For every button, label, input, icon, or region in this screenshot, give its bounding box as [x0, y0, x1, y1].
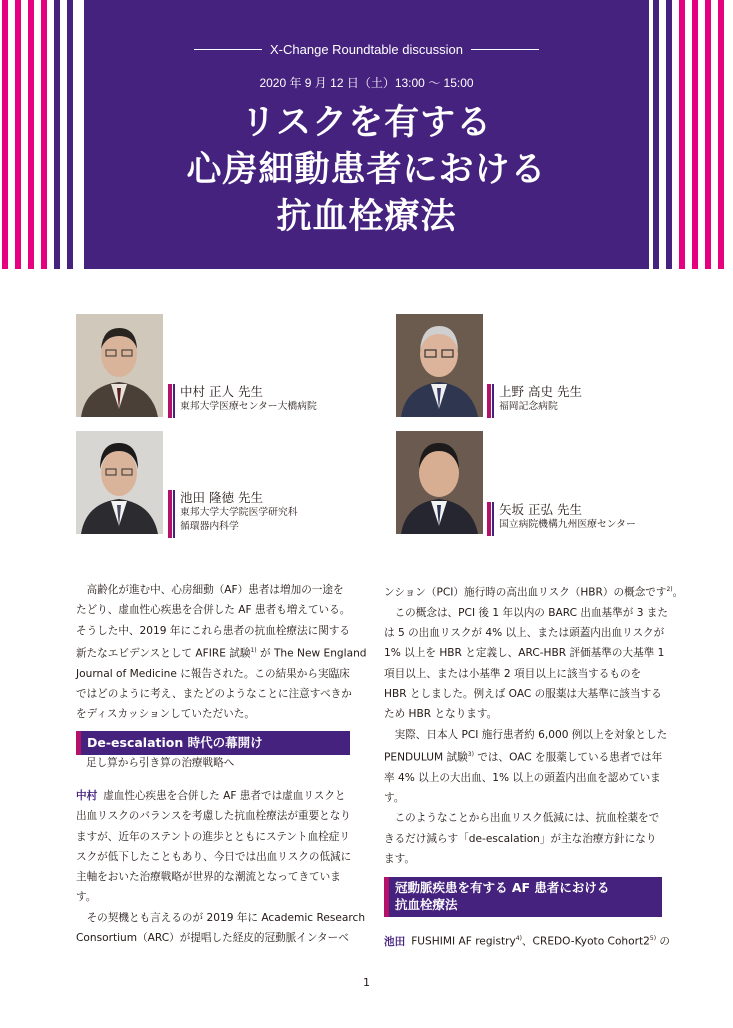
text-line: この概念は、PCI 後 1 年以内の BARC 出血基準が 3 また: [384, 606, 668, 619]
left-stripe-decoration: [0, 0, 84, 269]
text-line: ますが、近年のステントの進歩とともにステント血栓症リ: [76, 830, 350, 843]
text-line: 主軸をおいた治療戦略が世界的な潮流となってきていま: [76, 871, 341, 884]
section-title: 抗血栓療法: [395, 897, 458, 912]
section-subtitle: 足し算から引き算の治療戦略へ: [76, 755, 355, 771]
left-body-text: [76, 786, 366, 948]
speaker-name: 中村 正人 先生: [180, 384, 263, 399]
text-line: 率 4% 以上の大出血、1% 以上の頭蓋内出血を認めていま: [384, 771, 661, 784]
text-line: す。: [76, 891, 97, 904]
text-line: HBR としました。例えば OAC の服薬は大基準に該当する: [384, 688, 662, 701]
right-body-continued: [384, 929, 671, 952]
section-heading-deescalation: [76, 731, 350, 771]
speaker-photo-ikeda: [76, 431, 163, 534]
speaker-info-ueno: [487, 384, 582, 418]
text-line: スクが低下したこともあり、今日では出血リスクの低減に: [76, 850, 352, 863]
speaker-affiliation: 循環器内科学: [180, 521, 239, 532]
speaker-label: 中村: [76, 790, 98, 802]
text-line: 1% 以上を HBR と定義し、ARC-HBR 評価基準の大基準 1: [384, 647, 665, 660]
text-line: 池田 FUSHIMI AF registry$^{4)}$、CREDO-Kyoto Cohort2$^{5)}$ の: [384, 935, 671, 948]
text-line: ンション（PCI）施行時の高出血リスク（HBR）の概念です$^{2)}$。: [384, 586, 684, 599]
series-text: X-Change Roundtable discussion: [270, 42, 463, 57]
speaker-affiliation: 東邦大学大学院医学研究科: [180, 507, 298, 518]
speaker-info-yasaka: [487, 502, 636, 536]
speaker-name: 池田 隆徳 先生: [180, 490, 263, 505]
event-date: 2020 年 9 月 12 日（土）13:00 ～ 15:00: [259, 76, 474, 90]
speaker-affiliation: 東邦大学医療センター大橋病院: [180, 401, 317, 412]
text-line: ではどのように考え、またどのようなことに注意すべきか: [76, 688, 352, 701]
text-line: その契機とも言えるのが 2019 年に Academic Research: [76, 911, 366, 924]
right-body-text: [384, 580, 684, 869]
text-line: 項目以上、または小基準 2 項目以上に該当するものを: [384, 667, 642, 680]
text-line: 出血リスクのバランスを考慮した抗血栓療法が重要となり: [76, 810, 351, 823]
page-title: [84, 100, 649, 241]
title-line: 抗血栓療法: [276, 197, 457, 237]
text-line: は 5 の出血リスクが 4% 以上、または頭蓋内出血リスクが: [384, 627, 665, 640]
text-line: きるだけ減らす「de-escalation」が主な治療方針になり: [384, 832, 657, 845]
speaker-label: 池田: [384, 935, 406, 948]
text-line: 新たなエビデンスとして AFIRE 試験$^{1)}$ が The New England: [76, 646, 367, 660]
text-line: そうした中、2019 年にこれら患者の抗血栓療法に関する: [76, 624, 350, 637]
text-line: Consortium（ARC）が提唱した経皮的冠動脈インターベ: [76, 932, 349, 945]
speaker-photo-nakamura: [76, 314, 163, 417]
text-line: PENDULUM 試験$^{3)}$ では、OAC を服薬している患者では年: [384, 750, 663, 764]
text-line: ます。: [384, 852, 415, 865]
text-line: す。: [384, 792, 405, 805]
speaker-affiliation: 福岡記念病院: [499, 401, 558, 412]
speaker-name: 上野 高史 先生: [499, 384, 582, 399]
header-banner: [84, 0, 649, 269]
text-line: ため HBR となります。: [384, 708, 498, 721]
speaker-info-nakamura: [168, 384, 317, 418]
section-heading-cad-af: [384, 877, 662, 917]
section-title: 冠動脈疾患を有する AF 患者における: [395, 880, 610, 895]
title-line: リスクを有する: [240, 103, 493, 143]
series-label: [84, 42, 649, 57]
speaker-info-ikeda: [168, 490, 298, 538]
text-line: Journal of Medicine に報告された。この結果から実臨床: [76, 667, 350, 680]
speaker-photo-yasaka: [396, 431, 483, 534]
intro-paragraph: [76, 580, 367, 725]
speaker-affiliation: 国立病院機構九州医療センター: [499, 519, 636, 530]
text-line: 高齢化が進む中、心房細動（AF）患者は増加の一途を: [76, 584, 344, 596]
page-number: 1: [363, 976, 370, 989]
text-line: 中村 虚血性心疾患を合併した AF 患者では虚血リスクと: [76, 790, 346, 802]
text-line: このようなことから出血リスク低減には、抗血栓薬をで: [384, 812, 660, 825]
text-line: たどり、虚血性心疾患を合併した AF 患者も増えている。: [76, 604, 351, 617]
right-stripe-decoration: [649, 0, 733, 269]
speaker-name: 矢坂 正弘 先生: [499, 502, 582, 517]
text-line: 実際、日本人 PCI 施行患者約 6,000 例以上を対象とした: [384, 728, 668, 741]
text-line: をディスカッションしていただいた。: [76, 708, 255, 721]
speaker-photo-ueno: [396, 314, 483, 417]
section-title: De-escalation 時代の幕開け: [87, 735, 263, 750]
title-line: 心房細動患者における: [186, 150, 547, 190]
